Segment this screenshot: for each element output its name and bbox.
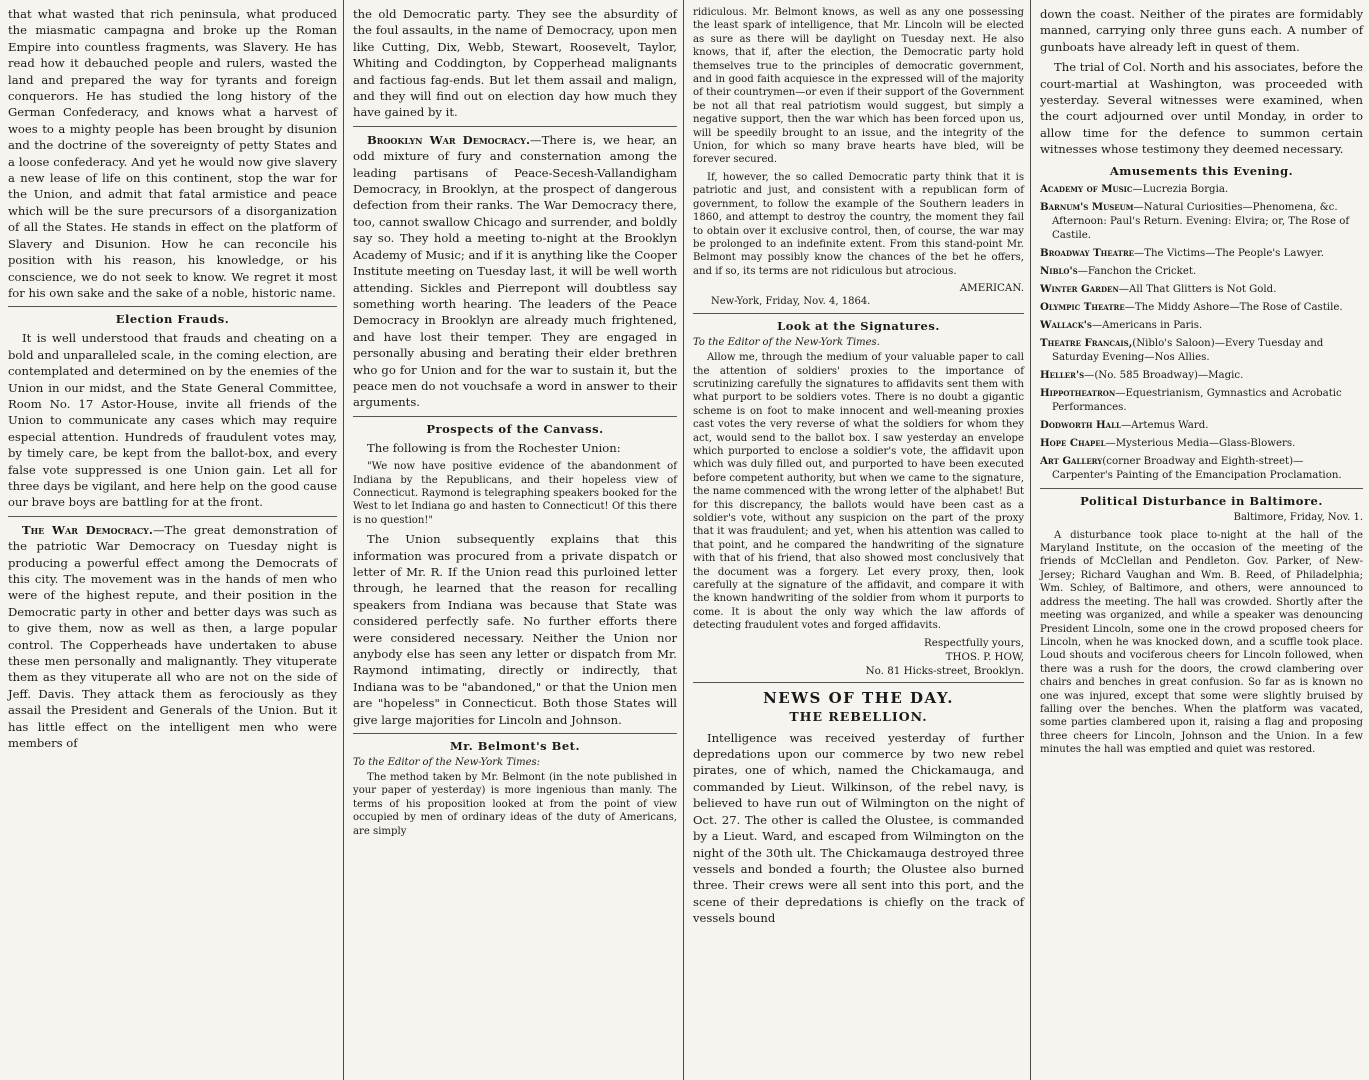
divider	[353, 416, 677, 417]
signatures-close: Respectfully yours,	[924, 636, 1024, 649]
belmont-signature: AMERICAN.	[959, 282, 1024, 295]
amusement-item	[1040, 368, 1363, 383]
amusement-show: —The Victims—The People's Lawyer.	[1134, 247, 1324, 259]
amusement-item	[1040, 282, 1363, 297]
belmont-editor-line: To the Editor of the New-York Times:	[353, 757, 541, 769]
amusement-show: —Artemus Ward.	[1120, 419, 1209, 431]
war-democracy-article	[8, 522, 337, 752]
amusement-show: (corner Broadway and Eighth-street)—Carpenter's Painting of the Emancipation Proclamation.	[1052, 455, 1342, 481]
amusement-show: —Americans in Paris.	[1091, 319, 1203, 331]
column-2	[345, 0, 683, 1080]
prospects-intro: The following is from the Rochester Union:	[367, 440, 621, 455]
election-frauds-heading: Election Frauds.	[115, 312, 230, 327]
column-1	[0, 0, 343, 1080]
amusement-show: —Mysterious Media—Glass-Blowers.	[1105, 437, 1296, 449]
amusement-venue: Wallack's	[1040, 318, 1092, 331]
signatures-editor-line: To the Editor of the New-York Times.	[693, 337, 880, 349]
signatures-heading: Look at the Signatures.	[777, 319, 940, 334]
brooklyn-article	[353, 132, 677, 411]
column-3	[685, 0, 1030, 1080]
prospects-body: The Union subsequently explains that this information was procured from a private dispatch or letter of Mr. R. If the Union read this purloined letter through, he learned that the reason for recalling speakers from Indiana was because that State was considered perfectly safe. No further efforts there were considered necessary. Neither the Union nor anybody else has seen any letter or dispatch from Mr. Raymond intimating, directly or indirectly, that Indiana was to be "abandoned," or that the Union men are "hopeless" in Connecticut. Both those States will give large majorities for Lincoln and Johnson.	[353, 532, 677, 727]
belmont-body: The method taken by Mr. Belmont (in the note published in your paper of yesterday) is more ingenious than manly. The terms of his proposition looked at from the point of view occupied by men of ordinary ideas of the duty of Americans, are simply	[353, 772, 677, 837]
divider	[8, 306, 337, 307]
amusement-venue: Theatre Francais,	[1040, 336, 1133, 349]
amusement-show: (Niblo's Saloon)—Every Tuesday and Saturday Evening—Nos Allies.	[1052, 337, 1324, 363]
news-of-the-day-heading: NEWS OF THE DAY.	[763, 688, 954, 707]
amusement-item	[1040, 454, 1363, 483]
belmont-continued-2: If, however, the so called Democratic party think that it is patriotic and just, and consistent with a republican form of government, to follow the example of the Southern leaders in 1860, and attempt to destroy the country, the moment they fail to obtain over it exclusive control, then, of course, the war may be prolonged to an indefinite extent. From this stand-point Mr. Belmont may possibly know the chances of the bet he offers, and if so, its terms are not ridiculous but atrocious.	[693, 171, 1024, 277]
amusement-show: —Lucrezia Borgia.	[1132, 183, 1229, 195]
amusement-show: —Equestrianism, Gymnastics and Acrobatic Performances.	[1052, 387, 1342, 413]
divider	[8, 516, 337, 517]
amusement-venue: Hope Chapel	[1040, 436, 1106, 449]
amusement-item	[1040, 418, 1363, 433]
divider	[693, 682, 1024, 683]
amusement-item	[1040, 264, 1363, 279]
divider	[353, 733, 677, 734]
amusements-list	[1040, 182, 1363, 483]
amusement-item	[1040, 182, 1363, 197]
amusement-item	[1040, 436, 1363, 451]
north-trial-paragraph: The trial of Col. North and his associates, before the court-martial at Washington, was proceeded with yesterday. Several witnesses were examined, when the court adjourned over until Monday, in order to allow time for the defence to summon certain witnesses whose testimony they deemed necessary.	[1040, 60, 1363, 157]
article-paragraph: the old Democratic party. They see the absurdity of the foul assaults, in the name of Democracy, upon men like Cutting, Dix, Webb, Stewart, Roosevelt, Taylor, Whiting and Coddington, by Copperhead malignants and factious fag-ends. But let them assail and malign, and they will find out on election day how much they have gained by it.	[353, 7, 677, 120]
amusement-venue: Dodworth Hall	[1040, 418, 1121, 431]
amusement-venue: Heller's	[1040, 368, 1085, 381]
baltimore-body: A disturbance took place to-night at the hall of the Maryland Institute, on the occasion of the meeting of the friends of McClellan and Pendleton. Gov. Parker, of New-Jersey; Richard Vaughan and Wm. B. Reed, of Philadelphia; Wm. Schley, of Baltimore, and others, were announced to address the meeting. The hall was crowded. Shortly after the meeting was organized, and while a speaker was denouncing President Lincoln, some one in the crowd proposed cheers for Lincoln, when he was knocked down, and a scuffle took place. Loud shouts and vociferous cheers for Lincoln followed, when there was a rush for the doors, the crowd clambering over chairs and benches in great confusion. So far as is known no one was injured, except that some were slightly bruised by falling over the benches. When the platform was vacated, some parties clambered upon it, raising a flag and proposing three cheers for Lincoln, Johnson and the Union. In a few minutes the hall was emptied and quiet was restored.	[1040, 529, 1363, 756]
amusement-show: —The Middy Ashore—The Rose of Castile.	[1124, 301, 1343, 313]
amusement-item	[1040, 386, 1363, 415]
amusement-venue: Winter Garden	[1040, 282, 1119, 295]
amusement-venue: Barnum's Museum	[1040, 200, 1134, 213]
signatures-address: No. 81 Hicks-street, Brooklyn.	[865, 664, 1024, 677]
belmont-heading: Mr. Belmont's Bet.	[449, 739, 580, 754]
rebellion-continued: down the coast. Neither of the pirates are formidably manned, carrying only three guns each. A number of gunboats have already left in quest of them.	[1040, 7, 1363, 54]
amusement-venue: Broadway Theatre	[1040, 246, 1135, 259]
prospects-heading: Prospects of the Canvass.	[426, 421, 604, 436]
amusement-venue: Hippotheatron	[1040, 386, 1116, 399]
amusement-venue: Academy of Music	[1040, 182, 1133, 195]
amusement-show: —Fanchon the Cricket.	[1077, 265, 1197, 277]
belmont-dateline: New-York, Friday, Nov. 4, 1864.	[711, 296, 871, 308]
amusement-item	[1040, 246, 1363, 261]
signatures-body: Allow me, through the medium of your valuable paper to call the attention of soldiers' proxies to the importance of scrutinizing carefully the signatures to affidavits sent them with what purport to be soldiers votes. There is no doubt a gigantic scheme is on foot to make innocent and well-meaning proxies cast votes the very reverse of what the soldiers for whom they act, would send to the ballot box. I saw yesterday an envelope which purported to enclose a soldier's vote, the affidavit upon which was duly filled out, and purported to have been executed before competent authority, but when we came to the signature, the name commenced with the wrong letter of the alphabet! But for this discrepancy, the ballots would have been cast as a soldier's vote, without any suspicion on the part of the proxy that it was fraudulent; and yet, when his attention was called to that point, and he compared the handwriting of the signature with that of his friend, that also showed most conclusively that the document was a forgery. Let every proxy, then, look carefully at the signature of the affidavit, and compare it with the known handwriting of the soldier from whom it purports to come. It is about the only way which the law affords of detecting fraudulent votes and forged affidavits.	[693, 352, 1024, 632]
brooklyn-kicker: Brooklyn War Democracy.	[367, 132, 530, 147]
amusements-heading: Amusements this Evening.	[1109, 163, 1294, 178]
amusement-item	[1040, 336, 1363, 365]
war-democracy-body: —The great demonstration of the patriotic War Democracy on Tuesday night is producing a powerful effect among the Democrats of this city. The movement was in the hands of men who were of the highest repute, and their position in the Democratic party in other and better days was such as to give them, now as well as then, a large popular control. The Copperheads have undertaken to abuse these men personally and malignantly. They vituperate them as they vituperate all who are not on the side of Jeff. Davis. They attack them as ferociously as they assail the President and Generals of the Union. But it has little effect on the intelligent men who were members of	[8, 522, 337, 751]
rebellion-heading: THE REBELLION.	[789, 708, 928, 724]
article-paragraph: that what wasted that rich peninsula, what produced the miasmatic campagna and broke up the Roman Empire into countless fragments, was Slavery. He has read how it debauched people and rulers, wasted the land and prepared the way for tyrants and foreign conquerors. He has studied the long history of the German Confederacy, and knows what a harvest of woes to a mighty people has been brought by disunion and the doctrine of the sovereignty of petty States and a loose confederacy. And yet he would now give slavery a new lease of life on this continent, stop the war for the Union, and admit that fatal armistice and peace which will be the sure precursors of a disorganization of all the States. He stands in effect on the platform of Slavery and Disunion. How he can reconcile his position with his reason, his knowledge, or his conscience, we do not seek to know. We regret it most for his own sake and the sake of a noble, historic name.	[8, 7, 337, 300]
prospects-quote: "We now have positive evidence of the abandonment of Indiana by the Republicans, and their hopeless view of Connecticut. Raymond is telegraphing speakers booked for the West to let Indiana go and hasten to Connecticut! Of this there is no question!"	[353, 461, 677, 526]
column-4	[1032, 0, 1369, 1080]
brooklyn-body: —There is, we hear, an odd mixture of fury and consternation among the leading partisans of Peace-Secesh-Vallandigham Democracy, in Brooklyn, at the prospect of dangerous defection from their ranks. The War Democracy there, too, cannot swallow Chicago and surrender, and boldly say so. They hold a meeting to-night at the Brooklyn Academy of Music; and if it is anything like the Cooper Institute meeting on Tuesday last, it will be well worth attending. Sickles and Pierrepont will doubtless say something worth hearing. The leaders of the Peace Democracy in Brooklyn are already much frightened, and have lost their temper. They are engaged in personally abusing and berating their elder brethren who go for Union and for the war to sustain it, but the peace men do not vouchsafe a word in answer to their arguments.	[353, 132, 677, 410]
baltimore-dateline: Baltimore, Friday, Nov. 1.	[1233, 511, 1363, 523]
amusement-venue: Art Gallery	[1040, 454, 1103, 467]
amusement-venue: Olympic Theatre	[1040, 300, 1125, 313]
divider	[693, 313, 1024, 314]
baltimore-heading: Political Disturbance in Baltimore.	[1080, 493, 1323, 508]
amusement-venue: Niblo's	[1040, 264, 1078, 277]
divider	[1040, 488, 1363, 489]
signatures-name: THOS. P. HOW,	[945, 650, 1024, 663]
war-democracy-kicker: The War Democracy.	[22, 522, 153, 537]
amusement-item	[1040, 300, 1363, 315]
amusement-item	[1040, 318, 1363, 333]
belmont-continued: ridiculous. Mr. Belmont knows, as well as any one possessing the least spark of intelligence, that Mr. Lincoln will be elected as sure as there will be daylight on Tuesday next. He also knows, that if, after the election, the Democratic party hold themselves true to the principles of democratic government, and in good faith acquiesce in the expressed will of the majority of their countrymen—or even if their support of the Government be not all that real patriotism would suggest, but simply a negative support, then the war which has been forced upon us, will be speedily brought to an issue, and the integrity of the Union, for which so many brave hearts have bled, will be forever secured.	[693, 7, 1024, 166]
divider	[353, 126, 677, 127]
election-frauds-body: It is well understood that frauds and cheating on a bold and unparalleled scale, in the coming election, are contemplated and determined on by the enemies of the Union in our midst, and the State General Committee, Room No. 17 Astor-House, invite all friends of the Union to communicate any cases which may require especial attention. Hundreds of fraudulent votes may, by timely care, be kept from the ballot-box, and every false vote suppressed is one Union gain. Let all for three days be vigilant, and here help on the good cause our brave boys are battling for at the front.	[8, 331, 337, 510]
amusement-show: —Natural Curiosities—Phenomena, &c. Afternoon: Paul's Return. Evening: Elvira; or, The Rose of Castile.	[1052, 201, 1350, 241]
amusement-show: —All That Glitters is Not Gold.	[1118, 283, 1277, 295]
amusement-item	[1040, 200, 1363, 243]
rebellion-body: Intelligence was received yesterday of further depredations upon our commerce by two new rebel pirates, one of which, named the Chickamauga, and commanded by Lieut. Wilkinson, of the rebel navy, is believed to have run out of Wilmington on the night of Oct. 27. The other is called the Olustee, is commanded by a Lieut. Ward, and escaped from Wilmington on the night of the 30th ult. The Chickamauga destroyed three vessels and bonded a fourth; the Olustee also burned three. Their crews were all sent into this port, and the scene of their depredations is chiefly on the track of vessels bound	[693, 730, 1024, 926]
amusement-show: —(No. 585 Broadway)—Magic.	[1084, 369, 1244, 381]
